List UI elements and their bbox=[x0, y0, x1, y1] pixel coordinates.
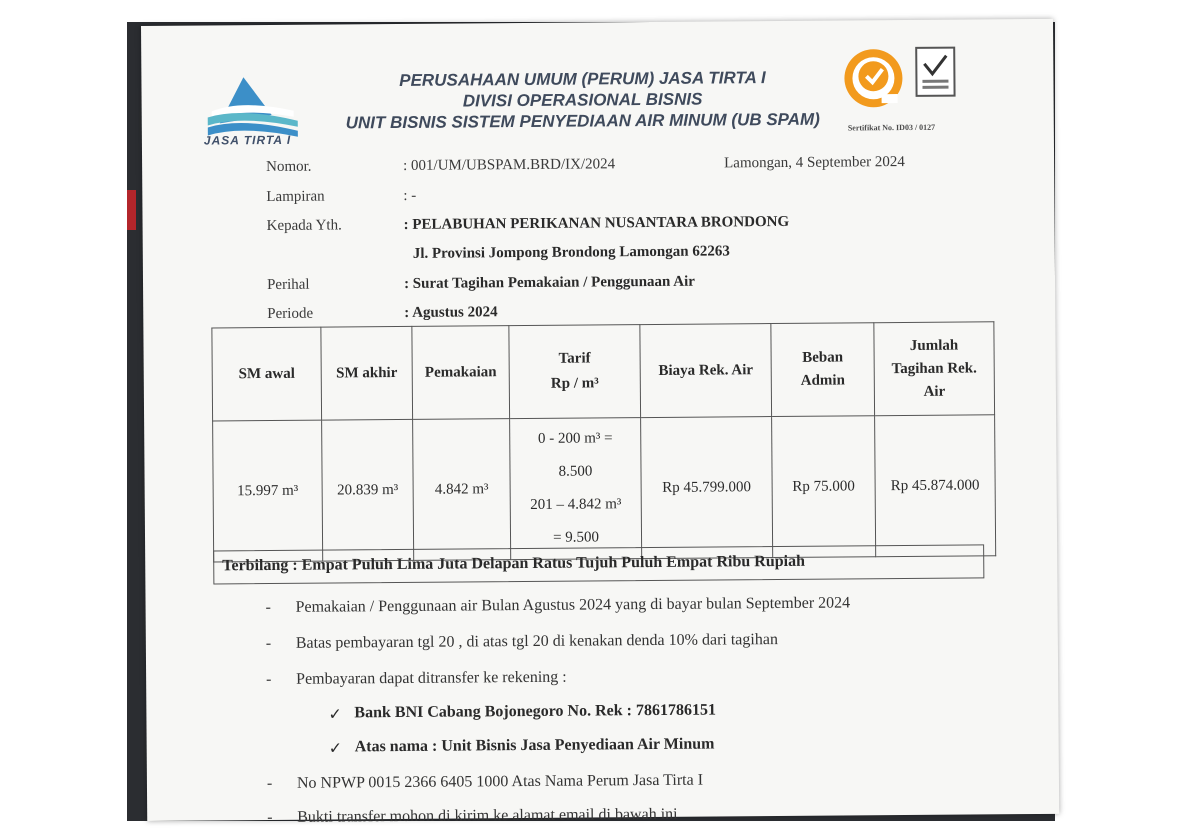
bullet-dash: - bbox=[265, 634, 272, 653]
checkmark-icon: ✓ bbox=[328, 740, 343, 758]
table-header-row bbox=[212, 322, 995, 421]
background-red-object bbox=[127, 190, 136, 230]
cell-sm-akhir: 20.839 m³ bbox=[322, 419, 414, 561]
col-tarif-line2: Rp / m³ bbox=[550, 375, 599, 392]
col-jumlah-line2: Tagihan Rek. bbox=[891, 359, 977, 377]
col-biaya: Biaya Rek. Air bbox=[640, 324, 772, 418]
note-npwp: No NPWP 0015 2366 6405 1000 Atas Nama Perum Jasa Tirta I bbox=[296, 771, 704, 792]
kepada-label: Kepada Yth. bbox=[266, 217, 342, 235]
sgs-certification-seal bbox=[841, 46, 906, 111]
checkmark-icon: ✓ bbox=[328, 706, 342, 724]
cell-tarif-line4: = 9.500 bbox=[552, 529, 600, 546]
cell-tarif-line3: 201 – 4.842 m³ bbox=[530, 496, 622, 513]
certificate-number: Sertifikat No. ID03 / 0127 bbox=[847, 122, 936, 133]
table-row bbox=[213, 415, 996, 562]
letter-document bbox=[141, 19, 1059, 827]
col-jumlah-line1: Jumlah bbox=[909, 337, 959, 354]
nomor-value: : 001/UM/UBSPAM.BRD/IX/2024 bbox=[403, 156, 616, 174]
unit-name: UNIT BISNIS SISTEM PENYEDIAAN AIR MINUM (UB SPAM) bbox=[345, 109, 820, 133]
lampiran-label: Lampiran bbox=[266, 188, 325, 206]
bullet-dash: - bbox=[266, 670, 272, 689]
lampiran-value: : - bbox=[403, 187, 417, 204]
col-beban bbox=[771, 323, 875, 417]
col-jumlah-line3: Air bbox=[923, 383, 946, 400]
billing-table bbox=[211, 321, 996, 562]
note-transfer-proof: Bukti transfer mohon di kirim ke alamat email di bawah ini bbox=[297, 805, 678, 826]
perihal-value: : Surat Tagihan Pemakaian / Penggunaan Air bbox=[403, 273, 695, 292]
col-tarif-line1: Tarif bbox=[558, 350, 591, 367]
col-sm-akhir: SM akhir bbox=[321, 326, 413, 420]
col-sm-awal: SM awal bbox=[212, 327, 322, 421]
perihal-label: Perihal bbox=[266, 276, 310, 294]
place-date: Lamongan, 4 September 2024 bbox=[724, 154, 905, 172]
col-beban-line2: Admin bbox=[800, 372, 845, 389]
bullet-dash: - bbox=[266, 774, 273, 793]
note-payment-deadline: Batas pembayaran tgl 20 , di atas tgl 20 di kenakan denda 10% dari tagihan bbox=[295, 631, 778, 652]
col-jumlah bbox=[874, 322, 995, 416]
note-usage-period: Pemakaian / Penggunaan air Bulan Agustus 2024 yang di bayar bulan September 2024 bbox=[295, 594, 851, 616]
bullet-dash: - bbox=[265, 598, 271, 617]
recipient-address: Jl. Provinsi Jompong Brondong Lamongan 62263 bbox=[412, 243, 730, 262]
kan-accreditation-seal bbox=[914, 46, 956, 98]
cell-tarif bbox=[510, 418, 642, 560]
note-transfer-info: Pembayaran dapat ditransfer ke rekening : bbox=[296, 668, 567, 688]
nomor-label: Nomor. bbox=[266, 158, 312, 176]
periode-value: : Agustus 2024 bbox=[404, 304, 498, 321]
col-tarif bbox=[509, 325, 641, 419]
bank-account: Bank BNI Cabang Bojonegoro No. Rek : 7861786151 bbox=[354, 701, 716, 722]
col-beban-line1: Beban bbox=[802, 349, 844, 366]
logo-text: JASA TIRTA I bbox=[203, 132, 292, 148]
cell-pemakaian: 4.842 m³ bbox=[413, 419, 511, 561]
cell-jumlah: Rp 45.874.000 bbox=[875, 415, 996, 557]
recipient-name: : PELABUHAN PERIKANAN NUSANTARA BRONDONG bbox=[403, 213, 790, 233]
cell-beban: Rp 75.000 bbox=[772, 416, 876, 558]
cell-tarif-line1: 0 - 200 m³ = bbox=[537, 430, 613, 447]
col-pemakaian: Pemakaian bbox=[412, 326, 510, 420]
cell-biaya: Rp 45.799.000 bbox=[641, 417, 773, 559]
account-holder: Atas nama : Unit Bisnis Jasa Penyediaan Air Minum bbox=[354, 735, 715, 756]
letterhead-title bbox=[327, 67, 837, 134]
bullet-dash: - bbox=[267, 808, 273, 827]
cell-sm-awal: 15.997 m³ bbox=[213, 420, 323, 562]
division-name: DIVISI OPERASIONAL BISNIS bbox=[462, 89, 703, 111]
terbilang-amount: Terbilang : Empat Puluh Lima Juta Delapan Ratus Tujuh Puluh Empat Ribu Rupiah bbox=[213, 544, 984, 584]
company-name: PERUSAHAAN UMUM (PERUM) JASA TIRTA I bbox=[399, 68, 766, 90]
periode-label: Periode bbox=[267, 305, 314, 323]
cell-tarif-line2: 8.500 bbox=[558, 463, 593, 480]
